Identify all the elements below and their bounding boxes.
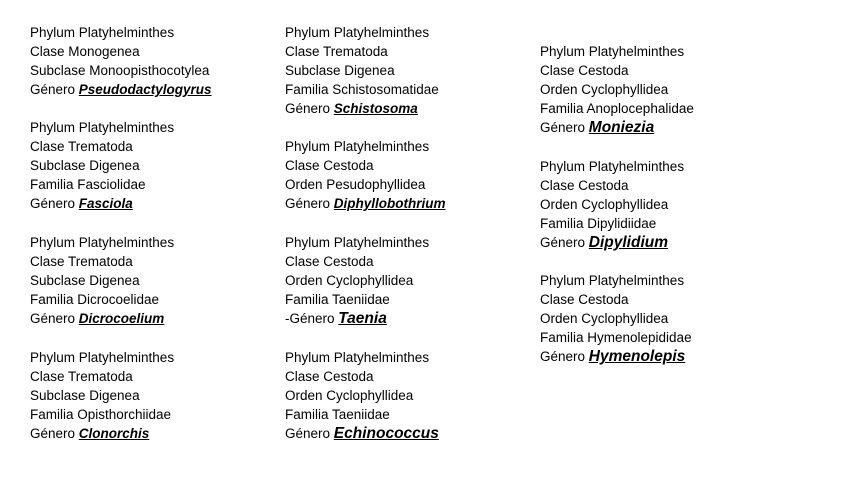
genus-line bbox=[285, 99, 439, 118]
taxon-block bbox=[540, 42, 694, 137]
taxon-rank-line: Phylum Platyhelminthes bbox=[285, 235, 430, 250]
genus-line bbox=[30, 80, 212, 99]
genus-line bbox=[285, 309, 429, 328]
taxon-rank-line: Orden Cyclophyllidea bbox=[540, 311, 669, 326]
taxon-block bbox=[285, 348, 439, 443]
taxon-rank-line: Orden Pesudophyllidea bbox=[285, 177, 426, 192]
genus-prefix: Género bbox=[285, 426, 334, 441]
genus-name: Hymenolepis bbox=[588, 348, 686, 365]
genus-line bbox=[540, 118, 694, 137]
taxon-rank-line: Clase Trematoda bbox=[30, 139, 133, 154]
taxon-rank-line: Phylum Platyhelminthes bbox=[285, 350, 430, 365]
taxon-rank-line: Clase Cestoda bbox=[540, 178, 629, 193]
taxon-rank-line: Orden Cyclophyllidea bbox=[285, 388, 414, 403]
genus-prefix: Género bbox=[285, 196, 334, 211]
taxon-rank-line: Phylum Platyhelminthes bbox=[540, 273, 685, 288]
genus-prefix: Género bbox=[30, 426, 79, 441]
taxon-rank-line: Clase Trematoda bbox=[285, 44, 388, 59]
taxon-rank-line: Phylum Platyhelminthes bbox=[285, 139, 430, 154]
genus-line bbox=[540, 233, 684, 252]
taxon-rank-line: Phylum Platyhelminthes bbox=[30, 120, 175, 135]
taxon-rank-line: Orden Cyclophyllidea bbox=[285, 273, 414, 288]
taxon-block bbox=[30, 348, 174, 443]
taxon-block bbox=[30, 233, 174, 328]
taxon-rank-line: Subclase Digenea bbox=[30, 388, 140, 403]
taxon-rank-line: Clase Cestoda bbox=[540, 63, 629, 78]
taxon-rank-line: Phylum Platyhelminthes bbox=[30, 350, 175, 365]
taxon-rank-line: Familia Fasciolidae bbox=[30, 177, 146, 192]
genus-name: Dipylidium bbox=[588, 234, 669, 251]
taxon-rank-line: Clase Trematoda bbox=[30, 254, 133, 269]
taxon-rank-line: Phylum Platyhelminthes bbox=[540, 44, 685, 59]
taxon-block bbox=[285, 233, 429, 328]
genus-line bbox=[285, 424, 439, 443]
taxon-rank-line: Phylum Platyhelminthes bbox=[30, 235, 175, 250]
taxon-rank-line: Familia Anoplocephalidae bbox=[540, 101, 694, 116]
taxon-rank-line: Familia Taeniidae bbox=[285, 407, 390, 422]
genus-name: Pseudodactylogyrus bbox=[78, 82, 212, 97]
genus-prefix: Género bbox=[30, 311, 79, 326]
genus-name: Taenia bbox=[338, 310, 387, 327]
taxon-rank-line: Subclase Digenea bbox=[30, 158, 140, 173]
taxon-rank-line: Clase Trematoda bbox=[30, 369, 133, 384]
genus-name: Clonorchis bbox=[78, 426, 150, 441]
taxon-block bbox=[285, 23, 439, 118]
taxon-rank-line: Familia Schistosomatidae bbox=[285, 82, 439, 97]
genus-prefix: Género bbox=[540, 235, 589, 250]
genus-prefix: Género bbox=[540, 349, 589, 364]
taxon-rank-line: Clase Monogenea bbox=[30, 44, 140, 59]
taxon-rank-line: Familia Opisthorchiidae bbox=[30, 407, 172, 422]
taxon-block bbox=[30, 23, 212, 99]
taxon-block bbox=[540, 157, 684, 252]
genus-line bbox=[540, 347, 692, 366]
taxon-rank-line: Clase Cestoda bbox=[285, 254, 374, 269]
genus-name: Dicrocoelium bbox=[78, 311, 165, 326]
taxon-block bbox=[285, 137, 446, 213]
taxon-rank-line: Orden Cyclophyllidea bbox=[540, 197, 669, 212]
genus-prefix: -Género bbox=[285, 311, 339, 326]
taxon-rank-line: Subclase Digenea bbox=[30, 273, 140, 288]
genus-prefix: Género bbox=[30, 82, 79, 97]
taxon-rank-line: Subclase Monoopisthocotylea bbox=[30, 63, 210, 78]
taxon-rank-line: Clase Cestoda bbox=[540, 292, 629, 307]
genus-name: Diphyllobothrium bbox=[333, 196, 446, 211]
taxon-rank-line: Subclase Digenea bbox=[285, 63, 395, 78]
genus-name: Echinococcus bbox=[333, 425, 439, 442]
genus-name: Schistosoma bbox=[333, 101, 418, 116]
taxon-rank-line: Orden Cyclophyllidea bbox=[540, 82, 669, 97]
taxon-rank-line: Phylum Platyhelminthes bbox=[540, 159, 685, 174]
taxon-rank-line: Familia Dipylidiidae bbox=[540, 216, 657, 231]
genus-prefix: Género bbox=[540, 120, 589, 135]
taxon-block bbox=[30, 118, 174, 213]
genus-name: Moniezia bbox=[588, 119, 655, 136]
taxon-rank-line: Familia Taeniidae bbox=[285, 292, 390, 307]
taxon-rank-line: Clase Cestoda bbox=[285, 369, 374, 384]
genus-line bbox=[30, 194, 174, 213]
genus-prefix: Género bbox=[30, 196, 79, 211]
taxon-rank-line: Phylum Platyhelminthes bbox=[285, 25, 430, 40]
genus-prefix: Género bbox=[285, 101, 334, 116]
genus-line bbox=[30, 424, 174, 443]
taxon-rank-line: Familia Hymenolepididae bbox=[540, 330, 692, 345]
genus-name: Fasciola bbox=[78, 196, 133, 211]
taxon-rank-line: Clase Cestoda bbox=[285, 158, 374, 173]
genus-line bbox=[30, 309, 174, 328]
taxon-block bbox=[540, 271, 692, 366]
taxon-rank-line: Familia Dicrocoelidae bbox=[30, 292, 160, 307]
taxon-rank-line: Phylum Platyhelminthes bbox=[30, 25, 175, 40]
genus-line bbox=[285, 194, 446, 213]
